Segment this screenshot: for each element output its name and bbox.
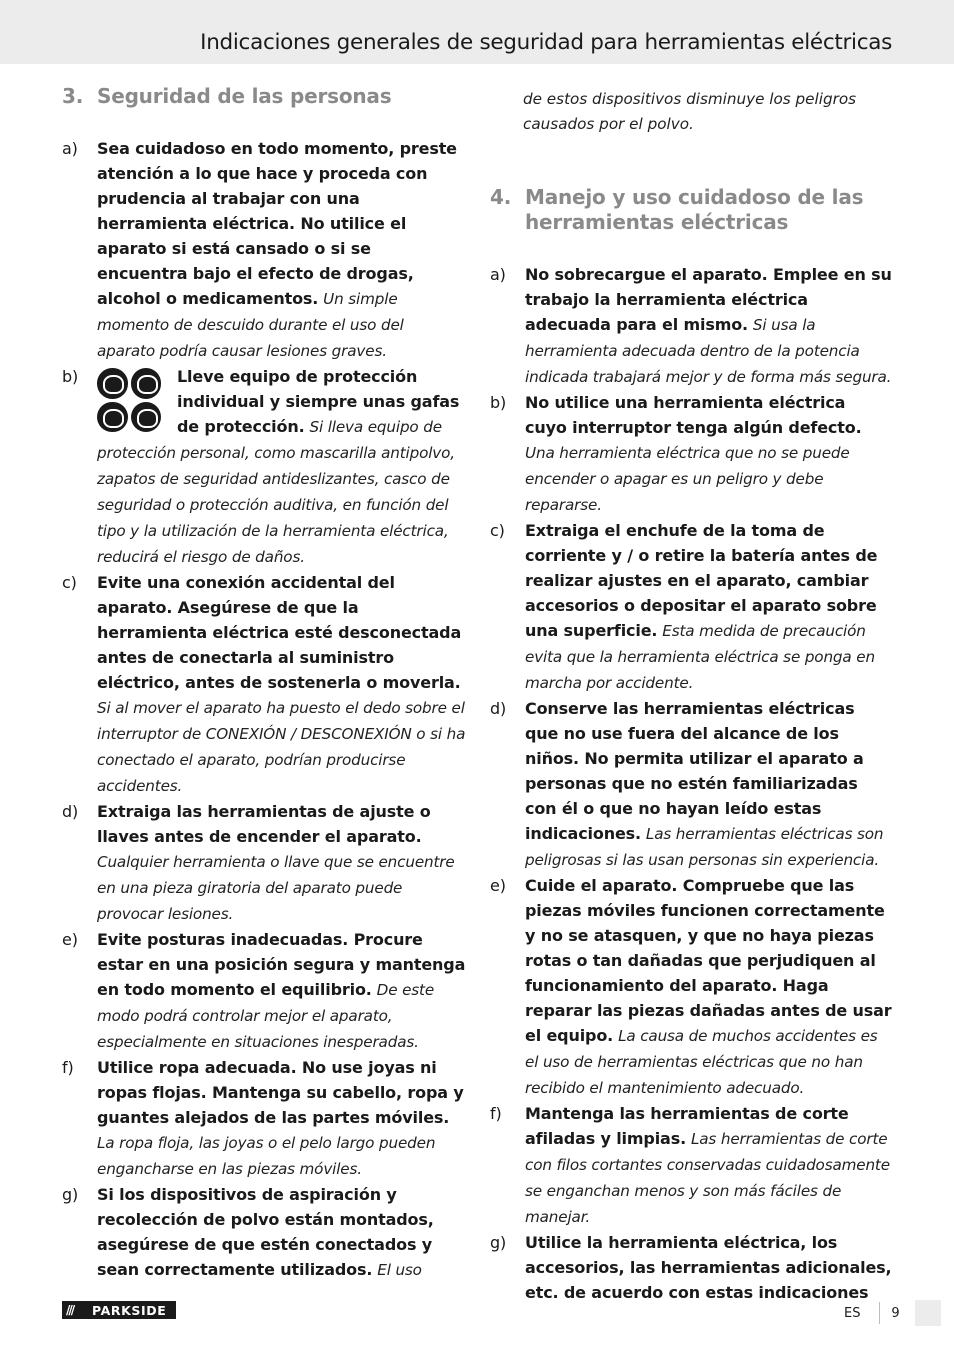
item-letter: b): [62, 367, 79, 386]
list-item: [62, 1055, 466, 1182]
item-explanation: Las herramientas de corte con filos cortantes conservadas cuidadosamente se enganchan menos y son más fáciles de manejar.: [525, 1130, 890, 1226]
footer-tab-marker: [915, 1300, 941, 1326]
item-explanation: De este modo podrá controlar mejor el aparato, especialmente en situaciones inesperadas.: [97, 981, 435, 1051]
item-instruction: Extraiga las herramientas de ajuste o llaves antes de encender el aparato.: [97, 802, 431, 846]
item-instruction: Utilice ropa adecuada. No use joyas ni ropas flojas. Mantenga su cabello, ropa y guantes alejados de las partes móviles.: [97, 1058, 464, 1127]
item-letter: f): [490, 1104, 502, 1123]
item-instruction: No utilice una herramienta eléctrica cuyo interruptor tenga algún defecto.: [525, 393, 862, 437]
brand-logo: [62, 1301, 176, 1319]
item-letter: a): [62, 139, 78, 158]
item-letter: d): [62, 802, 79, 821]
list-item: [490, 873, 892, 1101]
header-bar: [0, 0, 954, 64]
item-explanation: La causa de muchos accidentes es el uso de herramientas eléctricas que no han recibido el mantenimiento adecuado.: [525, 1027, 878, 1097]
item-letter: b): [490, 393, 507, 412]
page-number: 9: [891, 1305, 900, 1321]
safety-goggles-icon: [97, 402, 128, 433]
item-letter: e): [62, 930, 78, 949]
ear-protection-icon: [97, 368, 128, 399]
continuation-text: de estos dispositivos disminuye los peligros causados por el polvo.: [523, 90, 857, 133]
list-item: [62, 927, 466, 1055]
item-letter: g): [490, 1233, 507, 1252]
item-instruction: Sea cuidadoso en todo momento, preste atención a lo que hace y proceda con prudencia al trabajar con una herramienta eléctrica. No utilice el aparato si está cansado o si se encuentra bajo el efecto de drogas, alcohol o medicamentos.: [97, 139, 457, 308]
list-item: [62, 364, 466, 570]
item-letter: g): [62, 1185, 79, 1204]
item-instruction: Utilice la herramienta eléctrica, los accesorios, las herramientas adicionales, etc. de acuerdo con estas indicaciones: [525, 1233, 892, 1302]
item-explanation: Si usa la herramienta adecuada dentro de la potencia indicada trabajará mejor y de forma más segura.: [525, 316, 892, 386]
item-instruction: Extraiga el enchufe de la toma de corriente y / o retire la batería antes de realizar ajustes en el aparato, cambiar accesorios o depositar el aparato sobre una superficie.: [525, 521, 878, 640]
list-item: [490, 1101, 892, 1230]
section-heading: [490, 185, 892, 235]
section-title: Manejo y uso cuidadoso de las herramientas eléctricas: [525, 185, 864, 234]
list-item: [490, 390, 892, 518]
item-explanation: La ropa floja, las joyas o el pelo largo pueden engancharse en las piezas móviles.: [97, 1134, 436, 1178]
list-item: [490, 696, 892, 873]
right-column: [490, 87, 892, 1306]
item-explanation: Esta medida de precaución evita que la herramienta eléctrica se ponga en marcha por accidente.: [525, 622, 875, 692]
left-column: [62, 84, 466, 1283]
item-explanation: Una herramienta eléctrica que no se puede encender o apagar es un peligro y debe repararse.: [525, 444, 850, 514]
section-number: 3.: [62, 84, 84, 108]
item-explanation: Si lleva equipo de protección personal, como mascarilla antipolvo, zapatos de seguridad antideslizantes, casco de seguridad o protección auditiva, en función del tipo y la utilización de la herramienta eléctrica, reducirá el riesgo de daños.: [97, 418, 455, 566]
item-instruction: No sobrecargue el aparato. Emplee en su trabajo la herramienta eléctrica adecuada para el mismo.: [525, 265, 892, 334]
list-item: [62, 799, 466, 927]
item-explanation: Un simple momento de descuido durante el uso del aparato podría causar lesiones graves.: [97, 290, 404, 360]
page-footer: [834, 1298, 941, 1328]
language-code: ES: [844, 1305, 861, 1321]
item-explanation: Cualquier herramienta o llave que se encuentre en una pieza giratoria del aparato puede provocar lesiones.: [97, 853, 455, 923]
list-item: [62, 1182, 466, 1283]
item-explanation: Si al mover el aparato ha puesto el dedo sobre el interruptor de CONEXIÓN / DESCONEXIÓN o si ha conectado el aparato, podrían producirse accidentes.: [97, 699, 466, 795]
item-explanation: Las herramientas eléctricas son peligrosas si las usan personas sin experiencia.: [525, 825, 884, 869]
item-instruction: Si los dispositivos de aspiración y recolección de polvo están montados, asegúrese de que estén conectados y sean correctamente utilizados.: [97, 1185, 434, 1279]
item-letter: d): [490, 699, 507, 718]
item-letter: c): [62, 573, 77, 592]
item-letter: c): [490, 521, 505, 540]
section-number: 4.: [490, 185, 512, 209]
list-item: [490, 1230, 892, 1306]
list-item: [490, 262, 892, 390]
list-item: [62, 136, 466, 364]
list-item: [62, 570, 466, 799]
item-instruction: Evite una conexión accidental del aparato. Asegúrese de que la herramienta eléctrica esté desconectada antes de conectarla al suministro eléctrico, antes de sostenerla o moverla.: [97, 573, 462, 692]
brand-name: PARKSIDE: [92, 1302, 167, 1318]
gloves-icon: [131, 402, 162, 433]
item-explanation: El uso: [377, 1261, 422, 1279]
item-instruction: Cuide el aparato. Compruebe que las piezas móviles funcionen correctamente y no se atasquen, y que no haya piezas rotas o tan dañadas que perjudiquen al funcionamiento del aparato. Haga reparar las piezas dañadas antes de usar el equipo.: [525, 876, 892, 1045]
list-item: [490, 518, 892, 696]
dust-mask-icon: [131, 368, 162, 399]
item-letter: a): [490, 265, 506, 284]
page-title: Indicaciones generales de seguridad para herramientas eléctricas: [200, 30, 892, 55]
item-instruction: Mantenga las herramientas de corte afiladas y limpias.: [525, 1104, 849, 1148]
logo-slashes: ///: [66, 1303, 74, 1317]
section-title: Seguridad de las personas: [97, 84, 392, 108]
item-letter: f): [62, 1058, 74, 1077]
item-instruction: Evite posturas inadecuadas. Procure estar en una posición segura y mantenga en todo momento el equilibrio.: [97, 930, 466, 999]
ppe-icons: [97, 368, 161, 432]
item-letter: e): [490, 876, 506, 895]
item-instruction: Conserve las herramientas eléctricas que no use fuera del alcance de los niños. No permita utilizar el aparato a personas que no estén familiarizadas con él o que no hayan leído estas indicaciones.: [525, 699, 864, 843]
section-heading: [62, 84, 466, 109]
item-instruction: Lleve equipo de protección individual y siempre unas gafas de protección.: [177, 367, 460, 436]
